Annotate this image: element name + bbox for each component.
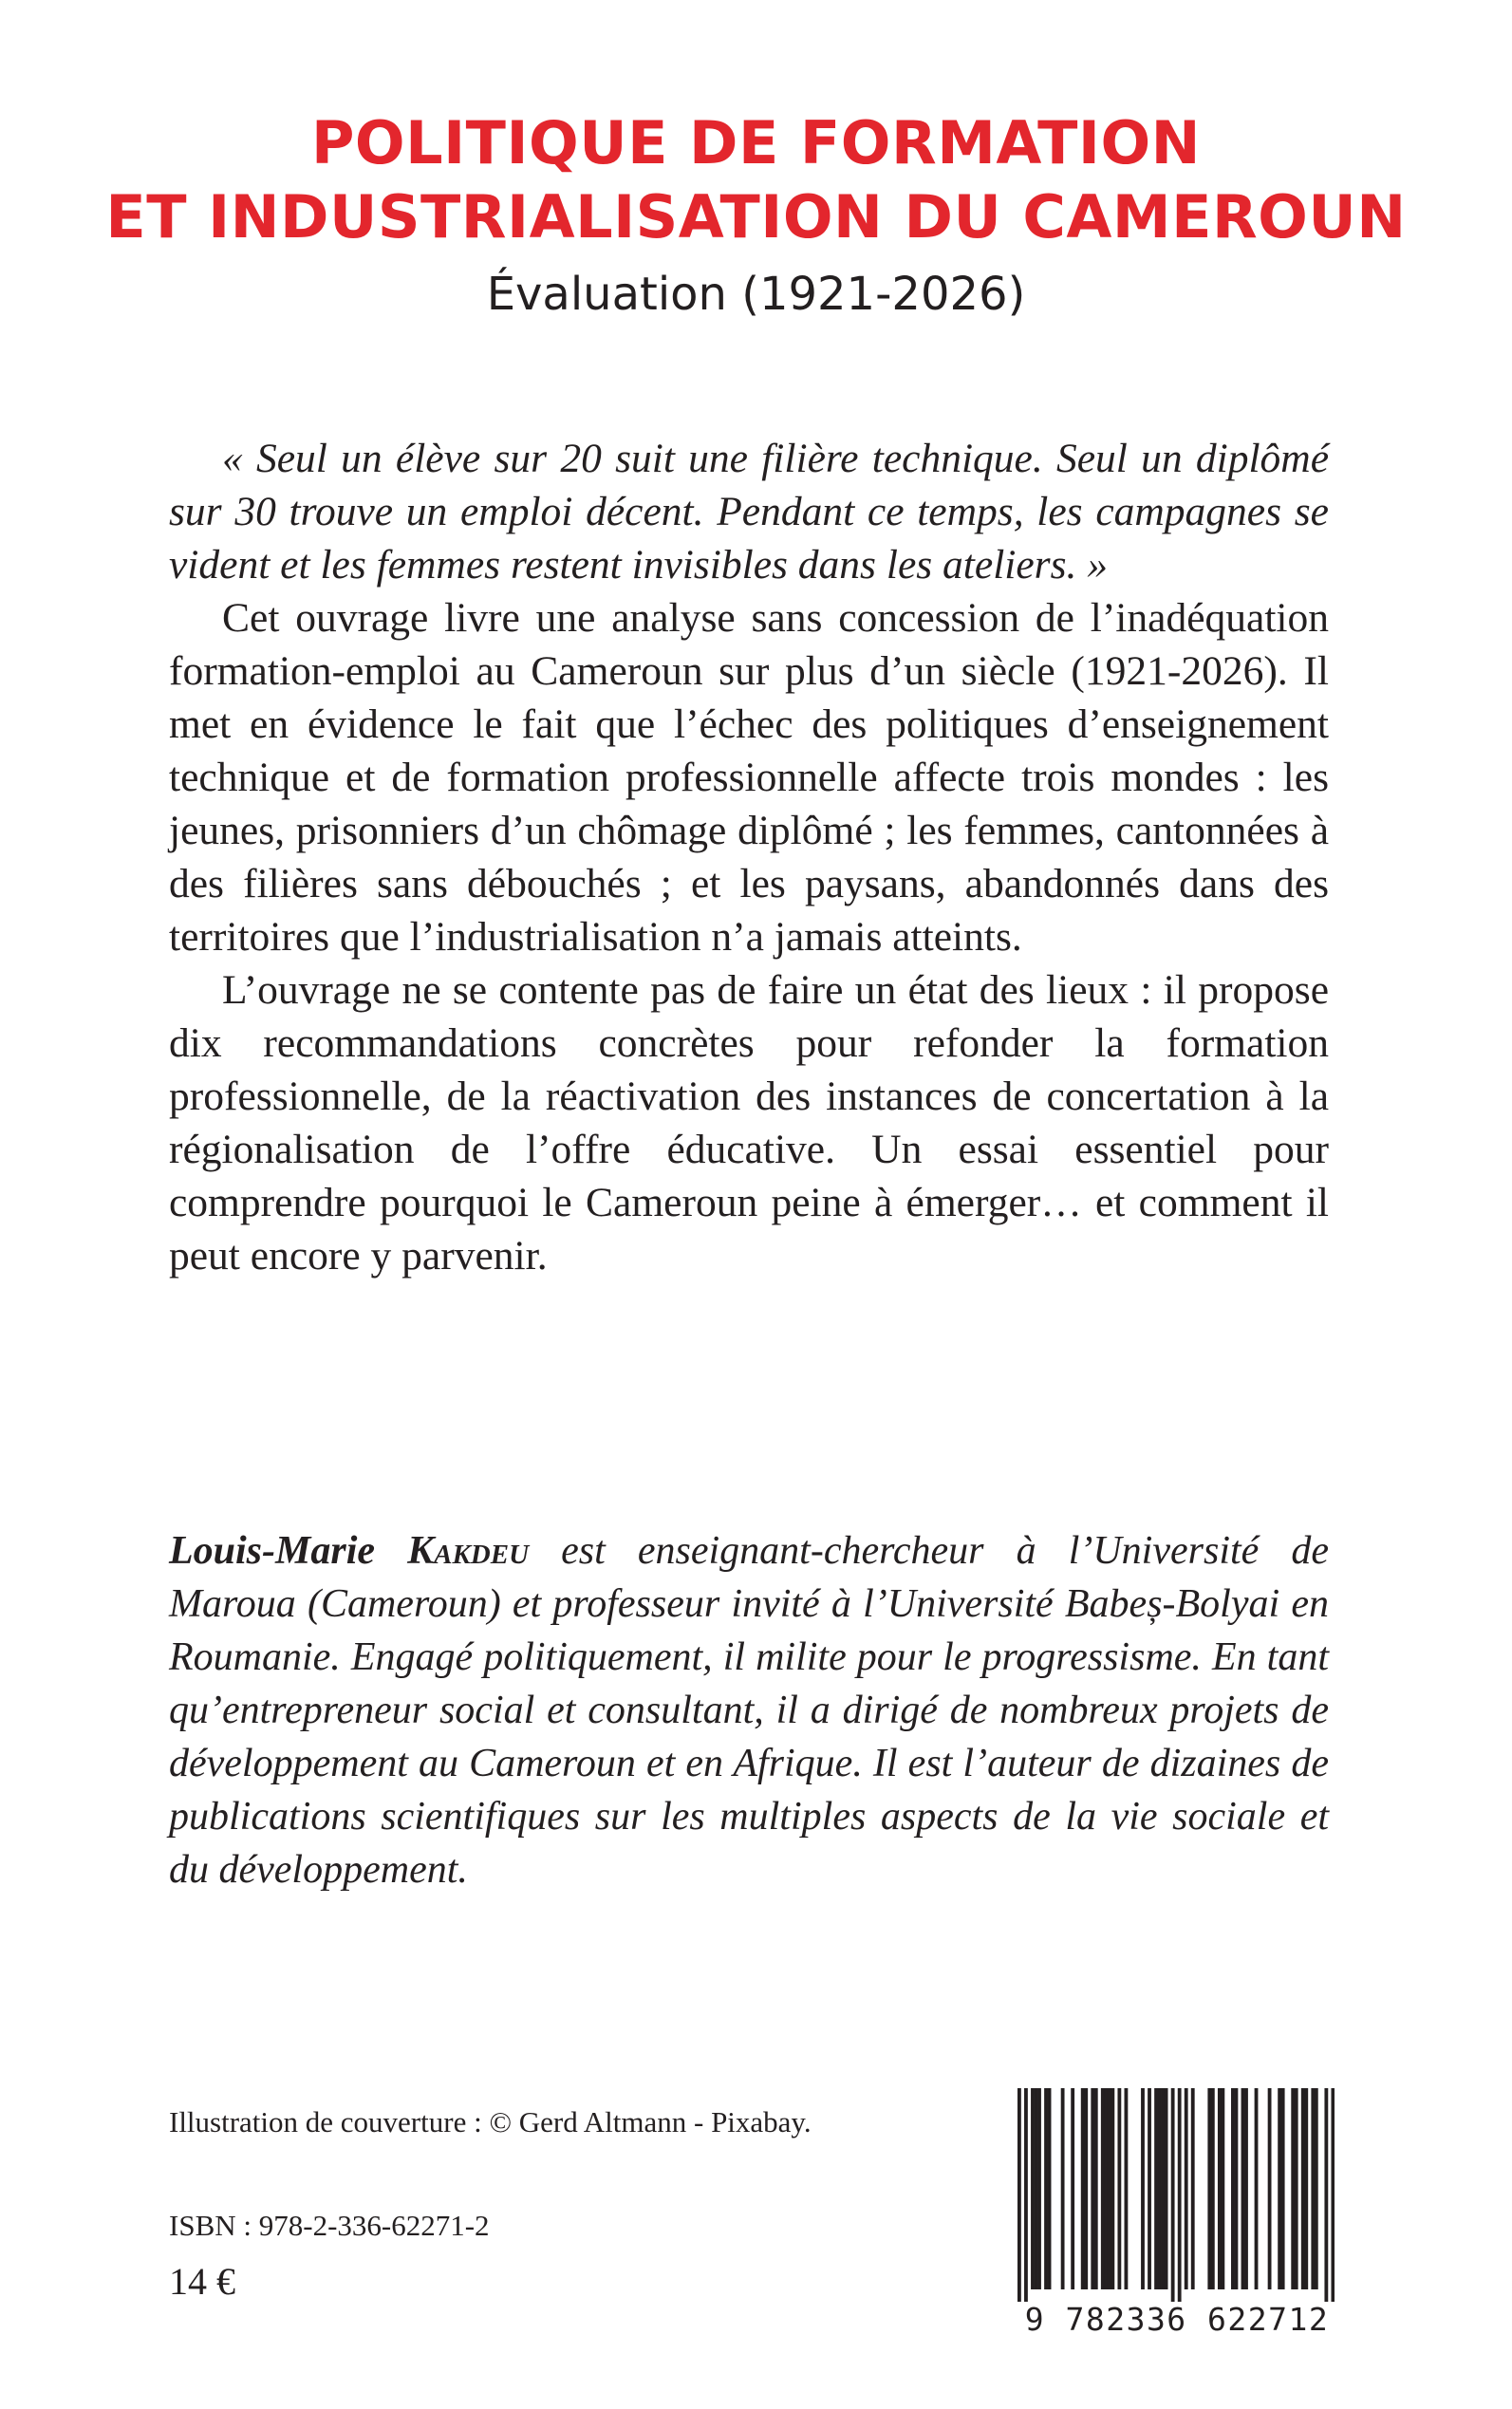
barcode-bar: [1218, 2088, 1222, 2289]
author-last-name: Kakdeu: [407, 1529, 530, 1573]
barcode-bar: [1235, 2088, 1239, 2289]
blurb-quote: « Seul un élève sur 20 suit une filière technique. Seul un diplômé sur 30 trouve un emploi décent. Pendant ce temps, les campagnes se vident et les femmes restent invisibles dans les ateliers. »: [169, 436, 1329, 588]
barcode-bar: [1091, 2088, 1094, 2289]
barcode-bar: [1281, 2088, 1285, 2289]
author-name: [169, 1529, 529, 1573]
barcode-bar: [1268, 2088, 1272, 2289]
barcode-bar: [1125, 2088, 1129, 2289]
barcode-bar: [1158, 2088, 1162, 2289]
barcode-guard-bar: [1178, 2088, 1182, 2302]
barcode-bar: [1207, 2088, 1211, 2289]
barcode-digits: 9 782336 622712: [1024, 2301, 1330, 2338]
barcode-bar: [1185, 2088, 1188, 2289]
blurb: [169, 432, 1329, 1282]
barcode-bar: [1081, 2088, 1085, 2289]
barcode-guard-bar: [1024, 2088, 1028, 2302]
barcode-bars: [1017, 2088, 1335, 2302]
barcode-bar: [1304, 2088, 1308, 2289]
barcode-bar: [1291, 2088, 1295, 2289]
barcode-bar: [1211, 2088, 1215, 2289]
barcode-bar: [1061, 2088, 1065, 2289]
author-bio: [169, 1524, 1329, 1896]
barcode-bar: [1311, 2088, 1315, 2289]
author-bio-text: est enseignant-chercheur à l’Université de Maroua (Cameroun) et professeur invité à l’Université Babeș-Bolyai en Roumanie. Engagé politiquement, il milite pour le progressisme. En tant qu’entrepreneur social et consultant, il a dirigé de nombreux projets de développement au Cameroun et en Afrique. Il est l’auteur de dizaines de publications scientifiques sur les multiples aspects de la vie sociale et du développement.: [169, 1529, 1330, 1892]
barcode-bar: [1241, 2088, 1245, 2289]
barcode-bar: [1037, 2088, 1041, 2289]
barcode-bar: [1117, 2088, 1121, 2289]
author-first-name: Louis-Marie: [169, 1529, 376, 1573]
barcode-guard-bar: [1171, 2088, 1175, 2302]
barcode-bar: [1295, 2088, 1298, 2289]
barcode-bar: [1084, 2088, 1088, 2289]
barcode-bar: [1111, 2088, 1114, 2289]
barcode-guard-bar: [1017, 2088, 1021, 2302]
barcode-bar: [1301, 2088, 1305, 2289]
barcode-bar: [1141, 2088, 1145, 2289]
barcode-bar: [1094, 2088, 1098, 2289]
cover-illustration-credit: Illustration de couverture : © Gerd Altmann - Pixabay.: [169, 2105, 812, 2138]
book-subtitle: Évaluation (1921-2026): [486, 268, 1026, 321]
book-title: [0, 106, 1512, 254]
barcode-bar: [1035, 2088, 1038, 2289]
barcode-guard-bar: [1324, 2088, 1328, 2302]
barcode-bar: [1044, 2088, 1048, 2289]
barcode-guard-bar: [1331, 2088, 1335, 2302]
barcode-bar: [1165, 2088, 1168, 2289]
barcode-bar: [1104, 2088, 1108, 2289]
barcode-bar: [1154, 2088, 1158, 2289]
blurb-paragraph-1: Cet ouvrage livre une analyse sans concession de l’inadéquation formation-emploi au Cameroun sur plus d’un siècle (1921-2026). Il met en évidence le fait que l’échec des politiques d’enseignement technique et de formation professionnelle affecte trois mondes : les jeunes, prisonniers d’un chômage diplômé ; les femmes, cantonnées à des filières sans débouchés ; et les paysans, abandonnés dans des territoires que l’industrialisation n’a jamais atteints.: [169, 595, 1329, 960]
barcode-bar: [1278, 2088, 1281, 2289]
title-line-1: POLITIQUE DE FORMATION: [310, 108, 1202, 177]
barcode-bar: [1108, 2088, 1111, 2289]
barcode-bar: [1244, 2088, 1248, 2289]
barcode-bar: [1231, 2088, 1235, 2289]
barcode-bar: [1221, 2088, 1224, 2289]
barcode-bar: [1191, 2088, 1195, 2289]
price: 14 €: [169, 2260, 235, 2303]
barcode-bar: [1148, 2088, 1151, 2289]
barcode-bar: [1031, 2088, 1035, 2289]
blurb-paragraph-2: L’ouvrage ne se contente pas de faire un état des lieux : il propose dix recommandations concrètes pour refonder la formation professionnelle, de la réactivation des instances de concertation à la régionalisation de l’offre éducative. Un essai essentiel pour comprendre pourquoi le Cameroun peine à émerger… et comment il peut encore y parvenir.: [169, 967, 1329, 1279]
title-line-2: ET INDUSTRIALISATION DU CAMEROUN: [105, 182, 1407, 252]
isbn: ISBN : 978-2-336-62271-2: [169, 2209, 490, 2242]
barcode-bar: [1071, 2088, 1074, 2289]
author-bio-paragraph: [169, 1524, 1329, 1896]
barcode-bar: [1161, 2088, 1165, 2289]
barcode: [1017, 2088, 1335, 2302]
barcode-bar: [1048, 2088, 1052, 2289]
barcode-bar: [1315, 2088, 1318, 2289]
barcode-bar: [1101, 2088, 1105, 2289]
barcode-bar: [1255, 2088, 1259, 2289]
